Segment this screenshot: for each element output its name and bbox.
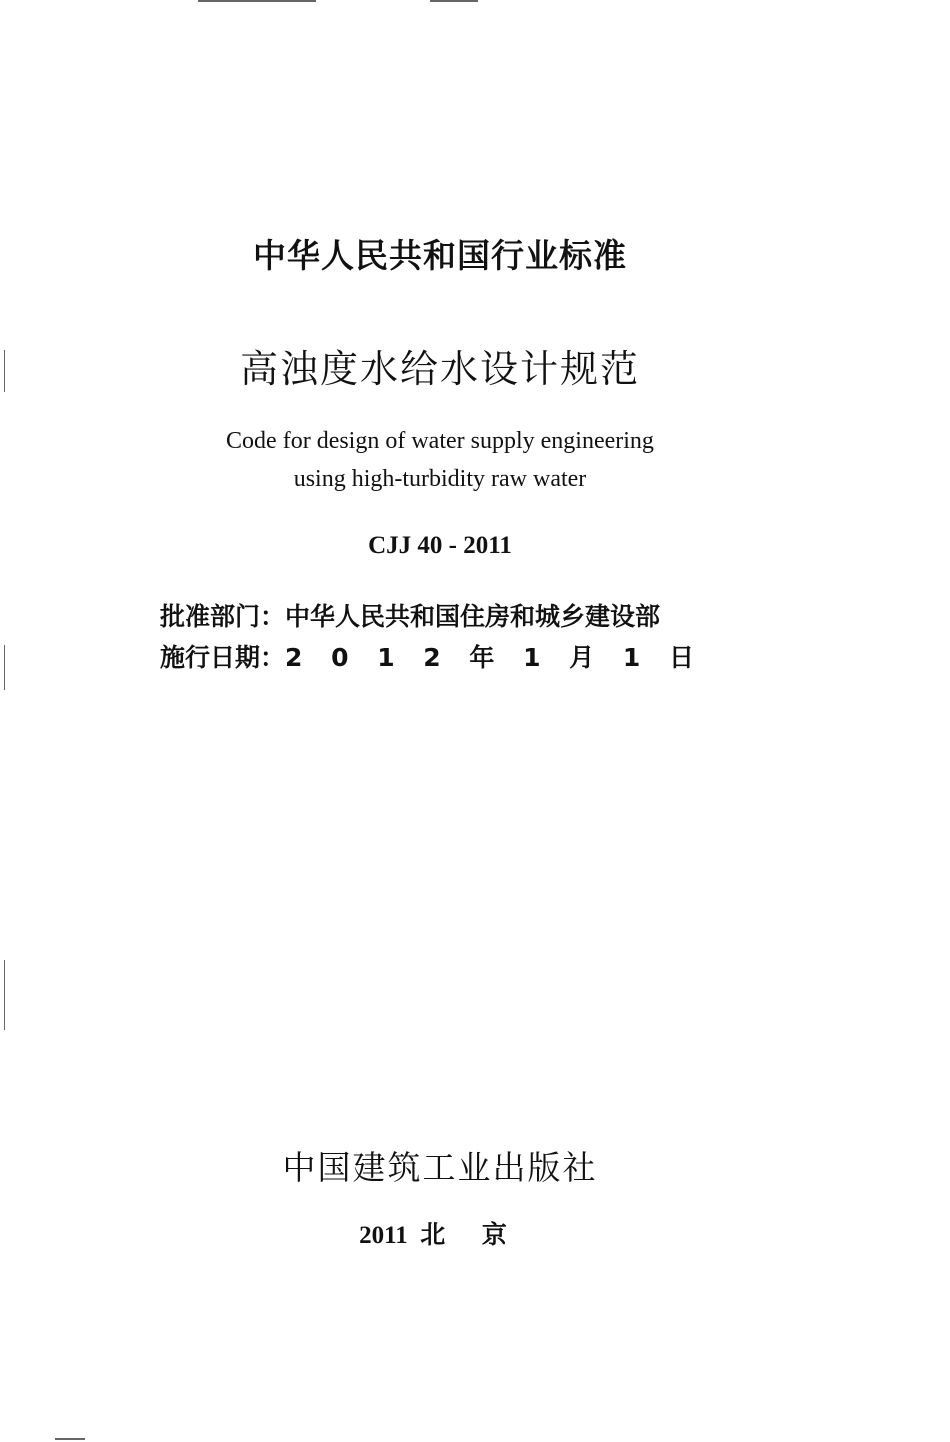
scan-artifact-bottom-left <box>55 1438 85 1440</box>
scan-artifact-top-mid <box>430 0 478 2</box>
standard-code: CJJ 40 - 2011 <box>368 532 512 559</box>
scan-artifact-left-3 <box>4 960 5 1030</box>
publisher: 中国建筑工业出版社 <box>282 1148 598 1187</box>
en-title-line-1: Code for design of water supply engineering <box>226 428 654 454</box>
series-title: 中华人民共和国行业标准 <box>253 236 627 275</box>
approval-row <box>160 597 660 633</box>
publication-line <box>0 1215 880 1251</box>
scan-artifact-top-left <box>198 0 316 2</box>
approval-value: 中华人民共和国住房和城乡建设部 <box>285 602 661 631</box>
en-title-line-2: using high-turbidity raw water <box>293 466 587 492</box>
publication-city: 北 京 <box>420 1220 521 1249</box>
document-title-en <box>0 422 880 498</box>
approval-label: 批准部门： <box>160 602 286 631</box>
publication-year: 2011 <box>359 1222 408 1249</box>
date-value: 2 0 1 2 年 1 月 1 日 <box>285 643 705 672</box>
effective-date-row <box>160 638 704 674</box>
scan-artifact-left-2 <box>4 645 5 690</box>
date-label: 施行日期： <box>160 643 286 672</box>
document-title-cn: 高浊度水给水设计规范 <box>239 347 640 391</box>
